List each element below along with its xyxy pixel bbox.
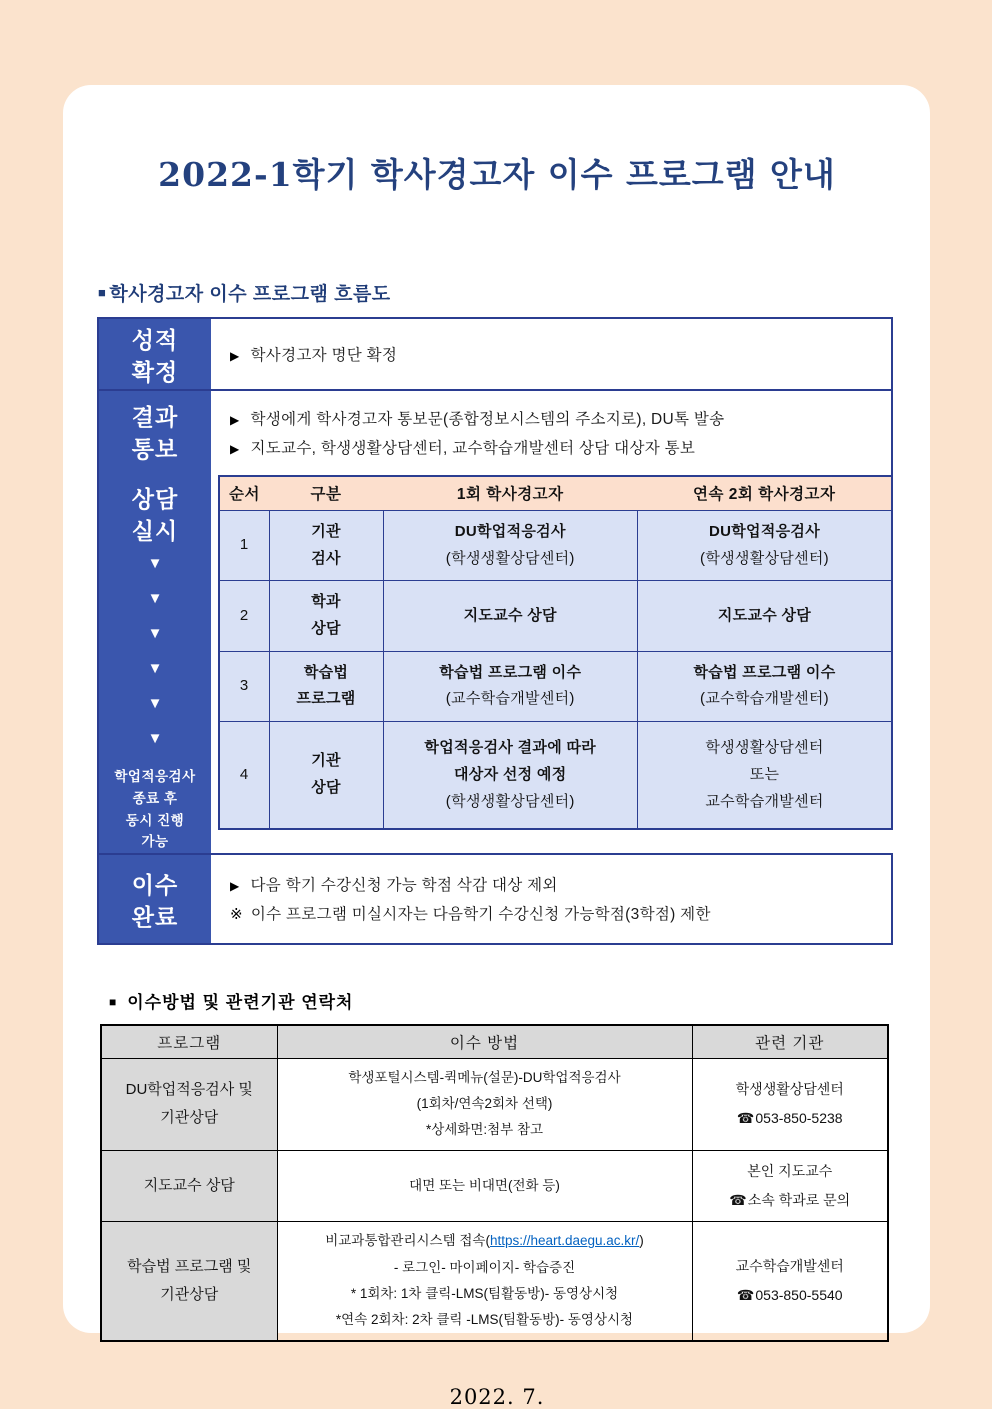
side-note-line: 종료 후 [132,790,178,806]
phone-icon: ☎ [729,1192,747,1209]
cell-line: *연속 2회차: 2차 클릭 -LMS(팀활동방)- 동영상시청 [335,1312,634,1328]
heart-system-link[interactable]: https://heart.daegu.ac.kr/ [489,1233,640,1249]
cell-line: - 로그인- 마이페이지- 학습증진 [393,1259,576,1275]
document-date: 2022. 7. [449,1384,545,1409]
flow-item [211,436,891,458]
flow-item [211,343,397,365]
column-header: 이수 방법 [277,1025,692,1059]
flow-note-text: 이수 프로그램 미실시자는 다음학기 수강신청 가능학점(3학점) 제한 [250,905,711,923]
org-phone-line [695,1186,886,1215]
cell-line: DU학업적응검사 [708,523,820,540]
counsel-side-note [99,766,211,852]
flow-content-complete [211,855,891,943]
cell-line: 또는 [749,765,780,783]
cell-order: 4 [219,722,269,830]
cell-line: 학업적응검사 결과에 따라 [424,739,597,757]
step-label-line: 성적 [131,327,179,353]
column-header: 프로그램 [101,1025,277,1059]
cell-line: 검사 [311,549,341,567]
flow-item-text: 다음 학기 수강신청 가능 학점 삭감 대상 제외 [250,876,558,894]
cell-method [277,1058,692,1150]
step-label-line: 완료 [131,903,179,930]
cell-second-warning [638,651,893,721]
cell-category [269,511,383,581]
cell-order: 3 [219,651,269,721]
cell-line: DU학업적응검사 [454,523,566,540]
cell-organization [692,1058,888,1150]
triangle-down-icon: ▼ [147,590,163,608]
contact-section-heading-text: 이수방법 및 관련기관 연락처 [127,992,354,1012]
flow-content-counsel [211,475,893,853]
cell-line: 학습법 프로그램 이수 [693,663,836,681]
flow-section-heading [98,279,897,306]
flow-item [211,873,891,895]
cell-line: 프로그램 [296,690,356,708]
cell-line: (학생생활상담센터) [700,549,829,567]
flow-step-label-notify [99,391,211,475]
cell-order: 1 [219,511,269,581]
flow-note [211,902,891,924]
square-bullet-icon: ■ [98,285,107,300]
column-header: 관련 기관 [692,1025,888,1059]
table-row [219,651,892,721]
cell-line: DU학업적응검사 및 [125,1080,253,1098]
flow-content-grade [211,319,891,389]
cell-line: (학생생활상담센터) [445,792,575,810]
cell-line: (교수학습개발센터) [700,690,829,708]
cell-line: 학과 [311,593,341,611]
flow-content-notify [211,391,891,475]
document-card [63,85,930,1409]
triangle-bullet-icon: ▶ [230,878,240,893]
table-header-row [101,1025,888,1059]
cell-category [269,581,383,651]
page-title: 2022-1학기 학사경고자 이수 프로그램 안내 [158,155,836,194]
table-row [101,1222,888,1341]
table-row [101,1150,888,1222]
table-row [101,1058,888,1150]
cell-line: 학생생활상담센터 [705,739,824,757]
org-phone-line [695,1104,886,1133]
side-note-line: 가능 [141,834,169,850]
org-name: 학생생활상담센터 [735,1080,844,1097]
cell-line: 학생포털시스템-퀵메뉴(설문)-DU학업적응검사 [348,1069,621,1085]
flow-step-label-counsel [99,475,211,853]
cell-second-warning [638,722,893,830]
column-header: 1회 학사경고자 [383,476,638,511]
cell-first-warning: 지도교수 상담 [383,581,638,651]
cell-line: 대상자 선정 예정 [454,765,567,783]
cell-line: 기관상담 [160,1109,219,1127]
table-row [219,722,892,830]
cell-order: 2 [219,581,269,651]
step-label-line: 결과 [131,404,179,430]
table-header-row [219,476,892,511]
flow-arrow-stack [99,556,211,746]
flow-item-text: 지도교수, 학생생활상담센터, 교수학습개발센터 상담 대상자 통보 [250,440,696,457]
cell-line: (교수학습개발센터) [445,690,575,708]
cell-line: 기관 [311,752,341,770]
method-link-prefix: 비교과통합관리시스템 접속( [325,1233,490,1249]
cell-line-with-link [280,1228,690,1254]
column-header: 구분 [269,476,383,511]
step-label-line: 확정 [131,359,179,386]
flow-table [97,317,893,945]
flow-step-label-complete [99,855,211,943]
cell-line: 학습법 [303,663,349,681]
flow-item-text: 학사경고자 명단 확정 [250,347,398,364]
cell-first-warning [383,651,638,721]
cell-program: 지도교수 상담 [101,1150,277,1222]
step-label-line: 실시 [131,518,179,545]
column-header: 순서 [219,476,269,511]
cell-line: 학습법 프로그램 이수 [439,663,582,681]
flow-section-heading-text: 학사경고자 이수 프로그램 흐름도 [109,284,391,305]
flow-row-counseling [99,475,891,853]
triangle-down-icon: ▼ [147,730,163,748]
cell-line: 기관 [311,523,341,540]
flow-row-grade-confirm [99,319,891,389]
step-label-line: 통보 [131,436,179,463]
cell-line: 기관상담 [160,1286,219,1304]
cell-category [269,651,383,721]
square-bullet-icon: ■ [109,994,118,1009]
cell-line: 상담 [311,779,341,797]
cell-method [277,1222,692,1341]
cell-program [101,1058,277,1150]
method-link-suffix: ) [639,1233,644,1249]
phone-icon: ☎ [736,1110,755,1127]
counseling-schedule-table [218,475,893,830]
cell-category [269,722,383,830]
cell-program [101,1222,277,1341]
table-row [219,581,892,651]
table-row [219,511,892,581]
cell-second-warning [638,511,893,581]
cell-organization [692,1150,888,1222]
step-label-line: 이수 [131,871,179,898]
triangle-down-icon: ▼ [147,695,163,713]
triangle-down-icon: ▼ [147,625,163,643]
cell-first-warning [383,722,638,830]
cell-organization [692,1222,888,1341]
triangle-bullet-icon: ▶ [230,413,240,427]
cell-second-warning: 지도교수 상담 [638,581,893,651]
flow-step-label-grade [99,319,211,389]
org-phone: 053-850-5238 [755,1110,843,1127]
cell-line: 교수학습개발센터 [705,792,824,810]
contact-table [100,1024,889,1342]
cell-method: 대면 또는 비대면(전화 등) [277,1150,692,1222]
flow-row-result-notify [99,389,891,475]
org-phone-line [695,1281,886,1310]
org-phone: 소속 학과로 문의 [747,1192,851,1209]
triangle-down-icon: ▼ [147,555,163,573]
cell-line: *상세화면:첨부 참고 [425,1122,544,1138]
org-name: 교수학습개발센터 [735,1257,844,1274]
flow-row-completion [99,853,891,943]
cell-line: (학생생활상담센터) [445,549,575,567]
side-note-line: 학업적응검사 [114,769,196,785]
triangle-bullet-icon: ▶ [230,349,240,363]
triangle-bullet-icon: ▶ [230,442,240,456]
phone-icon: ☎ [736,1287,755,1304]
contact-section-heading [109,988,897,1013]
cell-line: 상담 [311,620,341,638]
flow-item [211,407,891,429]
org-name: 본인 지도교수 [747,1162,833,1179]
reference-mark-icon: ※ [230,905,243,923]
cell-first-warning [383,511,638,581]
org-phone: 053-850-5540 [755,1287,843,1304]
cell-line: (1회차/연속2회차 선택) [416,1096,553,1112]
side-note-line: 동시 진행 [125,812,185,828]
flow-item-text: 학생에게 학사경고자 통보문(종합정보시스템의 주소지로), DU톡 발송 [250,411,725,428]
column-header: 연속 2회 학사경고자 [638,476,893,511]
cell-line: 학습법 프로그램 및 [127,1257,252,1275]
step-label-line: 상담 [131,486,179,512]
cell-line: * 1회차: 1차 클릭-LMS(팀활동방)- 동영상시청 [350,1286,619,1302]
triangle-down-icon: ▼ [147,660,163,678]
